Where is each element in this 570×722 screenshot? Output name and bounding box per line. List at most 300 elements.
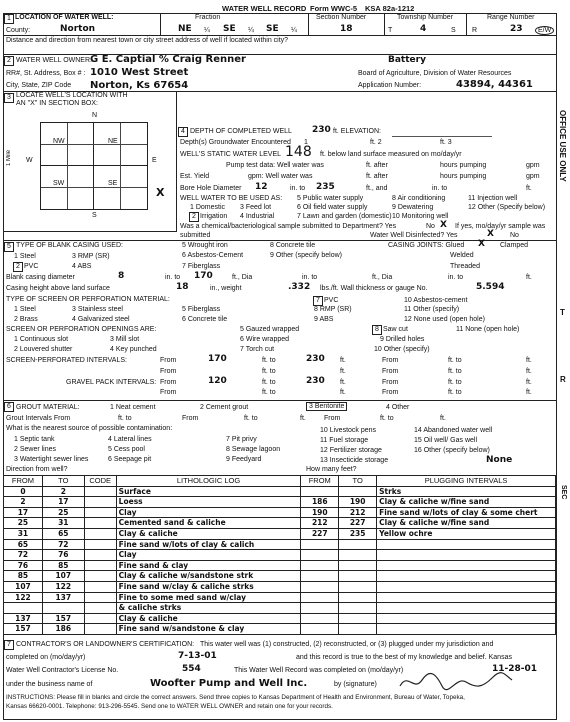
log-lithology: Clay & caliche bbox=[116, 528, 301, 539]
grout-ft-to: ft. to bbox=[118, 415, 132, 422]
yield-hours: hours pumping bbox=[440, 173, 487, 180]
instructions-line-1: INSTRUCTIONS: Please fill in blanks and circle the correct answers. Send three copies to Kansas Department of Health and Environment, Bureau of Water, Topeka, bbox=[6, 694, 465, 701]
screen-steel: 1 Steel bbox=[14, 306, 36, 313]
wall-thickness-label: lbs./ft. Wall thickness or gauge No. bbox=[320, 285, 428, 292]
spi-ft-2: ft. bbox=[526, 357, 532, 364]
groundwater-1: 1 bbox=[304, 139, 308, 146]
ksa-reference: KSA 82a-1212 bbox=[365, 4, 415, 13]
section-3-number: 3 bbox=[4, 93, 14, 103]
plug-to: 212 bbox=[339, 507, 377, 518]
groundwater-label: Depth(s) Groundwater Encountered bbox=[180, 139, 291, 146]
address-value: 1010 West Street bbox=[90, 67, 189, 78]
log-to: 72 bbox=[42, 539, 84, 550]
casing-wrought: 5 Wrought iron bbox=[182, 242, 228, 249]
pump-ft-after: ft. after bbox=[366, 162, 388, 169]
opening-keypunched: 4 Key punched bbox=[110, 346, 157, 353]
casing-concrete: 8 Concrete tile bbox=[270, 242, 316, 249]
grid-se: SE bbox=[108, 180, 118, 187]
log-code bbox=[84, 603, 116, 614]
grid-north: N bbox=[92, 112, 98, 119]
casing-joints-label: CASING JOINTS: Glued bbox=[388, 242, 465, 249]
casing-other: 9 Other (specify below) bbox=[270, 252, 342, 259]
business-label: under the business name of bbox=[6, 681, 93, 688]
contam-livestock: 10 Livestock pens bbox=[320, 427, 377, 434]
grout-ft-from: From bbox=[182, 415, 199, 422]
gp-from-value: 120 bbox=[208, 376, 227, 386]
diameter-ft-dia: ft., Dia bbox=[232, 274, 253, 281]
plug-interval bbox=[377, 550, 556, 561]
casing-asbestos: 6 Asbestos-Cement bbox=[182, 252, 244, 259]
contam-other: 16 Other (specify below) bbox=[414, 447, 490, 454]
plug-to: 190 bbox=[339, 497, 377, 508]
use-oilfield: 6 Oil field water supply bbox=[297, 204, 368, 211]
township-t: T bbox=[388, 27, 393, 34]
plug-from bbox=[301, 603, 339, 614]
log-lithology: Clay bbox=[116, 507, 301, 518]
screen-none: 12 None used (open hole) bbox=[404, 316, 485, 323]
plug-interval bbox=[377, 560, 556, 571]
log-from: 2 bbox=[4, 497, 43, 508]
log-lithology: Clay bbox=[116, 550, 301, 561]
section-1-number: 1 bbox=[4, 14, 14, 24]
chem-sample-label: Was a chemical/bacteriological sample submitted to Department? Yes bbox=[180, 223, 397, 230]
log-row bbox=[4, 528, 556, 539]
use-dewatering: 9 Dewatering bbox=[392, 204, 434, 211]
range-r: R bbox=[472, 27, 478, 34]
log-header-from: FROM bbox=[4, 476, 43, 487]
log-code bbox=[84, 592, 116, 603]
grout-other: 4 Other bbox=[386, 404, 410, 411]
plug-interval: Clay & caliche w/fine sand bbox=[377, 497, 556, 508]
log-row bbox=[4, 624, 556, 635]
opening-none: 11 None (open hole) bbox=[456, 326, 520, 333]
log-row bbox=[4, 581, 556, 592]
opening-wire: 6 Wire wrapped bbox=[240, 336, 290, 343]
log-from: 76 bbox=[4, 560, 43, 571]
fraction-q3: SE bbox=[266, 24, 279, 34]
locate-label-2: AN "X" IN SECTION BOX: bbox=[16, 100, 98, 107]
grout-cement: 2 Cement grout bbox=[200, 404, 249, 411]
plug-interval: Strks bbox=[377, 486, 556, 497]
location-label: LOCATION OF WATER WELL: bbox=[15, 14, 114, 21]
log-code bbox=[84, 486, 116, 497]
signature-mark bbox=[396, 668, 516, 694]
howmany-label: How many feet? bbox=[306, 466, 357, 473]
section-5-number: 5 bbox=[4, 242, 14, 252]
log-to: 85 bbox=[42, 560, 84, 571]
disinfected-no: No bbox=[510, 232, 519, 239]
plug-from bbox=[301, 581, 339, 592]
bore-value: 12 bbox=[255, 182, 268, 192]
plug-to: 227 bbox=[339, 518, 377, 529]
log-row bbox=[4, 486, 556, 497]
log-from: 157 bbox=[4, 624, 43, 635]
spi-from-label: From bbox=[160, 357, 177, 364]
section-2-number: 2 bbox=[4, 56, 14, 66]
form-title: WATER WELL RECORD bbox=[222, 4, 307, 13]
screen-stainless: 3 Stainless steel bbox=[72, 306, 123, 313]
log-lithology: & caliche strks bbox=[116, 603, 301, 614]
log-row bbox=[4, 518, 556, 529]
log-code bbox=[84, 624, 116, 635]
screen-galvanized: 4 Galvanized steel bbox=[72, 316, 130, 323]
screen-abs: 9 ABS bbox=[314, 316, 334, 323]
record-text: This Water Well Record was completed on (mo/day/yr) bbox=[234, 667, 404, 674]
log-lithology: Loess bbox=[116, 497, 301, 508]
side-t: T bbox=[560, 308, 565, 317]
plug-to bbox=[339, 486, 377, 497]
log-row bbox=[4, 539, 556, 550]
log-code bbox=[84, 497, 116, 508]
plug-from: 227 bbox=[301, 528, 339, 539]
grout-ft-2: ft. bbox=[440, 415, 446, 422]
log-code bbox=[84, 539, 116, 550]
bore-ft-and: ft., and bbox=[366, 185, 388, 192]
pump-test-label: Pump test data: Well water was bbox=[226, 162, 324, 169]
grout-ft-to-2: ft. to bbox=[244, 415, 258, 422]
application-value: 43894, 44361 bbox=[456, 79, 533, 90]
log-to: 137 bbox=[42, 592, 84, 603]
log-from: 31 bbox=[4, 528, 43, 539]
chem-yes-label: If yes, mo/day/yr sample was bbox=[455, 223, 546, 230]
log-lithology: Clay & caliche w/sandstone strk bbox=[116, 571, 301, 582]
log-header-code: CODE bbox=[84, 476, 116, 487]
log-to bbox=[42, 603, 84, 614]
log-code bbox=[84, 571, 116, 582]
plug-to bbox=[339, 624, 377, 635]
log-row bbox=[4, 603, 556, 614]
fraction-q1: NE bbox=[178, 24, 192, 34]
chem-no-mark: X bbox=[440, 220, 447, 230]
contam-sewer: 2 Sewer lines bbox=[14, 446, 57, 453]
disinfected-label: Water Well Disinfected? Yes bbox=[370, 232, 458, 239]
section-number-value: 18 bbox=[340, 24, 353, 34]
plug-to bbox=[339, 560, 377, 571]
contam-oilwell: 15 Oil well/ Gas well bbox=[414, 437, 478, 444]
gp-ft-3: ft. bbox=[340, 389, 346, 396]
completed-value: 7-13-01 bbox=[178, 651, 217, 661]
section-grid bbox=[40, 122, 148, 210]
diameter-in-to-2: in. to bbox=[302, 274, 318, 281]
side-sec: SEC bbox=[560, 485, 567, 500]
log-to: 65 bbox=[42, 528, 84, 539]
gp-ft-to-4: ft. to bbox=[448, 389, 462, 396]
use-lawn: 7 Lawn and garden (domestic) bbox=[297, 213, 392, 220]
bore-in-to: in. to bbox=[290, 185, 306, 192]
diameter-in-to-3: in. to bbox=[448, 274, 464, 281]
depth-value: 230 bbox=[312, 125, 331, 135]
mile-label: 1 Mile bbox=[6, 150, 12, 167]
log-lithology: Cemented sand & caliche bbox=[116, 518, 301, 529]
license-label: Water Well Contractor's License No. bbox=[6, 667, 119, 674]
screen-rmp: 8 RMP (SR) bbox=[314, 306, 352, 313]
owner-right-value: Battery bbox=[388, 55, 426, 65]
log-row bbox=[4, 613, 556, 624]
gp-ft-to-3: ft. to bbox=[262, 389, 276, 396]
plug-from bbox=[301, 592, 339, 603]
bore-in-to-2: in. to bbox=[432, 185, 448, 192]
casing-pvc: PVC bbox=[24, 263, 39, 270]
opening-drilled: 9 Drilled holes bbox=[380, 336, 425, 343]
log-row bbox=[4, 560, 556, 571]
bore-to-value: 235 bbox=[316, 182, 335, 192]
side-r: R bbox=[560, 375, 566, 384]
grid-east: E bbox=[152, 157, 157, 164]
contam-lagoon: 8 Sewage lagoon bbox=[226, 446, 281, 453]
opening-louvered: 2 Louvered shutter bbox=[14, 346, 73, 353]
use-monitoring: 10 Monitoring well bbox=[392, 213, 449, 220]
board-label: Board of Agriculture, Division of Water Resources bbox=[358, 70, 512, 77]
spi-label: SCREEN-PERFORATED INTERVALS: bbox=[6, 357, 127, 364]
plug-interval: Fine sand w/lots of clay & some chert bbox=[377, 507, 556, 518]
instructions-line-2: Kansas 66620-0001. Telephone: 913-296-5545. Send one to WATER WELL OWNER and retain one for your records. bbox=[6, 703, 333, 710]
grout-label: GROUT MATERIAL: bbox=[16, 404, 80, 411]
quarter-mark: ¼ bbox=[204, 27, 210, 34]
opening-other: 10 Other (specify) bbox=[374, 346, 430, 353]
plug-to bbox=[339, 550, 377, 561]
use-other: 12 Other (Specify below) bbox=[468, 204, 546, 211]
chem-no-label: No bbox=[426, 223, 435, 230]
plug-from bbox=[301, 571, 339, 582]
spi-ft-to-2: ft. to bbox=[448, 357, 462, 364]
address-label: RR#, St. Address, Box # : bbox=[6, 70, 86, 77]
plug-from bbox=[301, 550, 339, 561]
log-from: 107 bbox=[4, 581, 43, 592]
true-text: and this record is true to the best of my knowledge and belief. Kansas bbox=[296, 654, 512, 661]
opening-sawcut-box: 8 bbox=[372, 325, 382, 335]
log-code bbox=[84, 613, 116, 624]
signature-label: by (signature) bbox=[334, 681, 377, 688]
weight-label: in., weight bbox=[210, 285, 242, 292]
contam-feedyard: 9 Feedyard bbox=[226, 456, 262, 463]
log-to: 122 bbox=[42, 581, 84, 592]
use-public: 5 Public water supply bbox=[297, 195, 364, 202]
fraction-label: Fraction bbox=[195, 14, 221, 21]
chem-submitted: submitted bbox=[180, 232, 211, 239]
plug-to bbox=[339, 581, 377, 592]
fraction-q2: SE bbox=[223, 24, 236, 34]
log-code bbox=[84, 518, 116, 529]
locate-label-1: LOCATE WELL'S LOCATION WITH bbox=[16, 92, 128, 99]
grid-x-mark: X bbox=[156, 186, 165, 199]
log-lithology: Clay & caliche bbox=[116, 613, 301, 624]
log-row bbox=[4, 507, 556, 518]
diameter-ft-dia-2: ft., Dia bbox=[372, 274, 393, 281]
owner-value: G E. Captial % Craig Renner bbox=[90, 54, 246, 65]
threaded-label: Threaded bbox=[450, 263, 480, 270]
contam-fuel: 11 Fuel storage bbox=[320, 437, 369, 444]
log-code bbox=[84, 581, 116, 592]
pump-gpm: gpm bbox=[526, 162, 540, 169]
gp-from-2: From bbox=[382, 379, 399, 386]
range-label: Range Number bbox=[487, 14, 535, 21]
log-row bbox=[4, 592, 556, 603]
record-date: 11-28-01 bbox=[492, 664, 538, 674]
log-lithology: Fine sand & clay bbox=[116, 560, 301, 571]
contam-seepage: 6 Seepage pit bbox=[108, 456, 152, 463]
use-injection: 11 Injection well bbox=[468, 195, 518, 202]
plug-to bbox=[339, 571, 377, 582]
screen-asbestos: 10 Asbestos-cement bbox=[404, 297, 468, 304]
log-code bbox=[84, 528, 116, 539]
spi-from-2: From bbox=[382, 357, 399, 364]
plug-to bbox=[339, 539, 377, 550]
spi-ft-4: ft. bbox=[526, 368, 532, 375]
form-number: Form WWC-5 bbox=[310, 4, 358, 13]
grid-nw: NW bbox=[53, 138, 65, 145]
township-label: Township Number bbox=[397, 14, 454, 21]
groundwater-3: ft. 3 bbox=[440, 139, 452, 146]
disinfected-mark: X bbox=[487, 229, 494, 239]
contam-septic: 1 Septic tank bbox=[14, 436, 55, 443]
opening-continuous: 1 Continuous slot bbox=[14, 336, 69, 343]
grid-sw: SW bbox=[53, 180, 65, 187]
use-label: WELL WATER TO BE USED AS: bbox=[180, 195, 283, 202]
opening-torch: 7 Torch cut bbox=[240, 346, 275, 353]
clamped-label: Clamped bbox=[500, 242, 529, 249]
plug-interval bbox=[377, 539, 556, 550]
spi-to-value: 230 bbox=[306, 354, 325, 364]
glued-mark: X bbox=[478, 239, 485, 249]
static-level-tail: ft. below land surface measured on mo/day/yr bbox=[320, 151, 462, 158]
plug-to bbox=[339, 592, 377, 603]
spi-from-4: From bbox=[382, 368, 399, 375]
casing-height-value: 18 bbox=[176, 282, 189, 292]
spi-ft-to-4: ft. to bbox=[448, 368, 462, 375]
screen-brass: 2 Brass bbox=[14, 316, 38, 323]
log-from: 137 bbox=[4, 613, 43, 624]
plug-from bbox=[301, 560, 339, 571]
quarter-mark: ¼ bbox=[291, 27, 297, 34]
log-from bbox=[4, 603, 43, 614]
weight-value: .332 bbox=[288, 282, 311, 292]
spi-from-value: 170 bbox=[208, 354, 227, 364]
plug-interval: Clay & caliche w/fine sand bbox=[377, 518, 556, 529]
county-label: County: bbox=[6, 27, 31, 34]
log-from: 17 bbox=[4, 507, 43, 518]
gp-ft: ft. bbox=[340, 379, 346, 386]
log-to: 107 bbox=[42, 571, 84, 582]
screen-pvc-box: 7 bbox=[313, 296, 323, 306]
plug-interval bbox=[377, 603, 556, 614]
section-7-number: 7 bbox=[4, 640, 14, 650]
plug-interval: Yellow ochre bbox=[377, 528, 556, 539]
east-west-indicator: E/W bbox=[535, 26, 554, 35]
contam-fertilizer: 12 Fertilizer storage bbox=[320, 447, 382, 454]
casing-steel: 1 Steel bbox=[14, 253, 36, 260]
spi-ft-to-3: ft. to bbox=[262, 368, 276, 375]
log-code bbox=[84, 560, 116, 571]
spi-ft: ft. bbox=[340, 357, 346, 364]
plug-from: 186 bbox=[301, 497, 339, 508]
log-to: 157 bbox=[42, 613, 84, 624]
log-header-from-2: FROM bbox=[301, 476, 339, 487]
plug-from: 190 bbox=[301, 507, 339, 518]
pump-hours: hours pumping bbox=[440, 162, 487, 169]
elevation-label: ft. ELEVATION: bbox=[333, 128, 381, 135]
diameter-to-value: 170 bbox=[194, 271, 213, 281]
office-use-label: OFFICE USE ONLY bbox=[558, 110, 567, 182]
direction-label: Direction from well? bbox=[6, 466, 68, 473]
use-irrigation: Irrigation bbox=[200, 213, 228, 220]
gp-ft-to: ft. to bbox=[262, 379, 276, 386]
gauge-value: 5.594 bbox=[476, 282, 505, 292]
lithologic-log-table bbox=[3, 475, 556, 635]
log-to: 186 bbox=[42, 624, 84, 635]
plug-interval bbox=[377, 613, 556, 624]
township-s: S bbox=[451, 27, 456, 34]
log-header-plugging: PLUGGING INTERVALS bbox=[377, 476, 556, 487]
log-from: 122 bbox=[4, 592, 43, 603]
gp-from-3: From bbox=[160, 389, 177, 396]
blank-casing-label: TYPE OF BLANK CASING USED: bbox=[16, 242, 123, 249]
yield-ft-after: ft. after bbox=[366, 173, 388, 180]
screen-fiberglass: 5 Fiberglass bbox=[182, 306, 221, 313]
log-lithology: Surface bbox=[116, 486, 301, 497]
log-from: 25 bbox=[4, 518, 43, 529]
use-feedlot: 3 Feed lot bbox=[240, 204, 272, 211]
use-domestic: 1 Domestic bbox=[190, 204, 226, 211]
gp-ft-2: ft. bbox=[526, 379, 532, 386]
bore-label: Bore Hole Diameter bbox=[180, 185, 242, 192]
spi-ft-3: ft. bbox=[340, 368, 346, 375]
groundwater-2: ft. 2 bbox=[370, 139, 382, 146]
log-to: 17 bbox=[42, 497, 84, 508]
use-air: 8 Air conditioning bbox=[392, 195, 446, 202]
owner-label: WATER WELL OWNER: bbox=[16, 57, 92, 64]
use-industrial: 4 Industrial bbox=[240, 213, 275, 220]
plug-from bbox=[301, 539, 339, 550]
depth-label: DEPTH OF COMPLETED WELL bbox=[190, 128, 292, 135]
casing-rmp: 3 RMP (SR) bbox=[72, 253, 110, 260]
log-lithology: Fine to some med sand w/clay bbox=[116, 592, 301, 603]
gp-from-4: From bbox=[382, 389, 399, 396]
opening-gauzed: 5 Gauzed wrapped bbox=[240, 326, 300, 333]
gp-from-label: From bbox=[160, 379, 177, 386]
contam-lateral: 4 Lateral lines bbox=[108, 436, 152, 443]
county-value: Norton bbox=[60, 24, 96, 34]
certification-label: CONTRACTOR'S OR LANDOWNER'S CERTIFICATION: bbox=[16, 641, 195, 648]
application-label: Application Number: bbox=[358, 82, 422, 89]
log-header-to-2: TO bbox=[339, 476, 377, 487]
license-value: 554 bbox=[182, 664, 201, 674]
gp-ft-4: ft. bbox=[526, 389, 532, 396]
log-code bbox=[84, 507, 116, 518]
section-4-number: 4 bbox=[178, 127, 188, 137]
log-from: 0 bbox=[4, 486, 43, 497]
plug-interval bbox=[377, 571, 556, 582]
quarter-mark: ¼ bbox=[248, 27, 254, 34]
welded-label: Welded bbox=[450, 252, 474, 259]
plug-from bbox=[301, 624, 339, 635]
openings-label: SCREEN OR PERFORATION OPENINGS ARE: bbox=[6, 326, 157, 333]
diameter-ft: ft. bbox=[526, 274, 532, 281]
township-value: 4 bbox=[420, 24, 427, 34]
static-level-value: 148 bbox=[285, 144, 312, 160]
section-6-number: 6 bbox=[4, 402, 14, 412]
contam-cesspool: 5 Cess pool bbox=[108, 446, 145, 453]
range-value: 23 bbox=[510, 24, 523, 34]
screen-pvc: PVC bbox=[324, 297, 339, 304]
log-to: 76 bbox=[42, 550, 84, 561]
log-lithology: Fine sand w/clay & caliche strks bbox=[116, 581, 301, 592]
opening-sawcut: Saw cut bbox=[383, 326, 408, 333]
opening-millslot: 3 Mill slot bbox=[110, 336, 140, 343]
log-lithology: Fine sand w/sandstone & clay bbox=[116, 624, 301, 635]
distance-label: Distance and direction from nearest town or city street address of well if located within city? bbox=[6, 37, 289, 44]
grout-intervals-label: Grout Intervals From bbox=[6, 415, 71, 422]
certification-text: This water well was (1) constructed, (2) reconstructed, or (3) plugged under my jurisdiction and bbox=[200, 641, 494, 648]
